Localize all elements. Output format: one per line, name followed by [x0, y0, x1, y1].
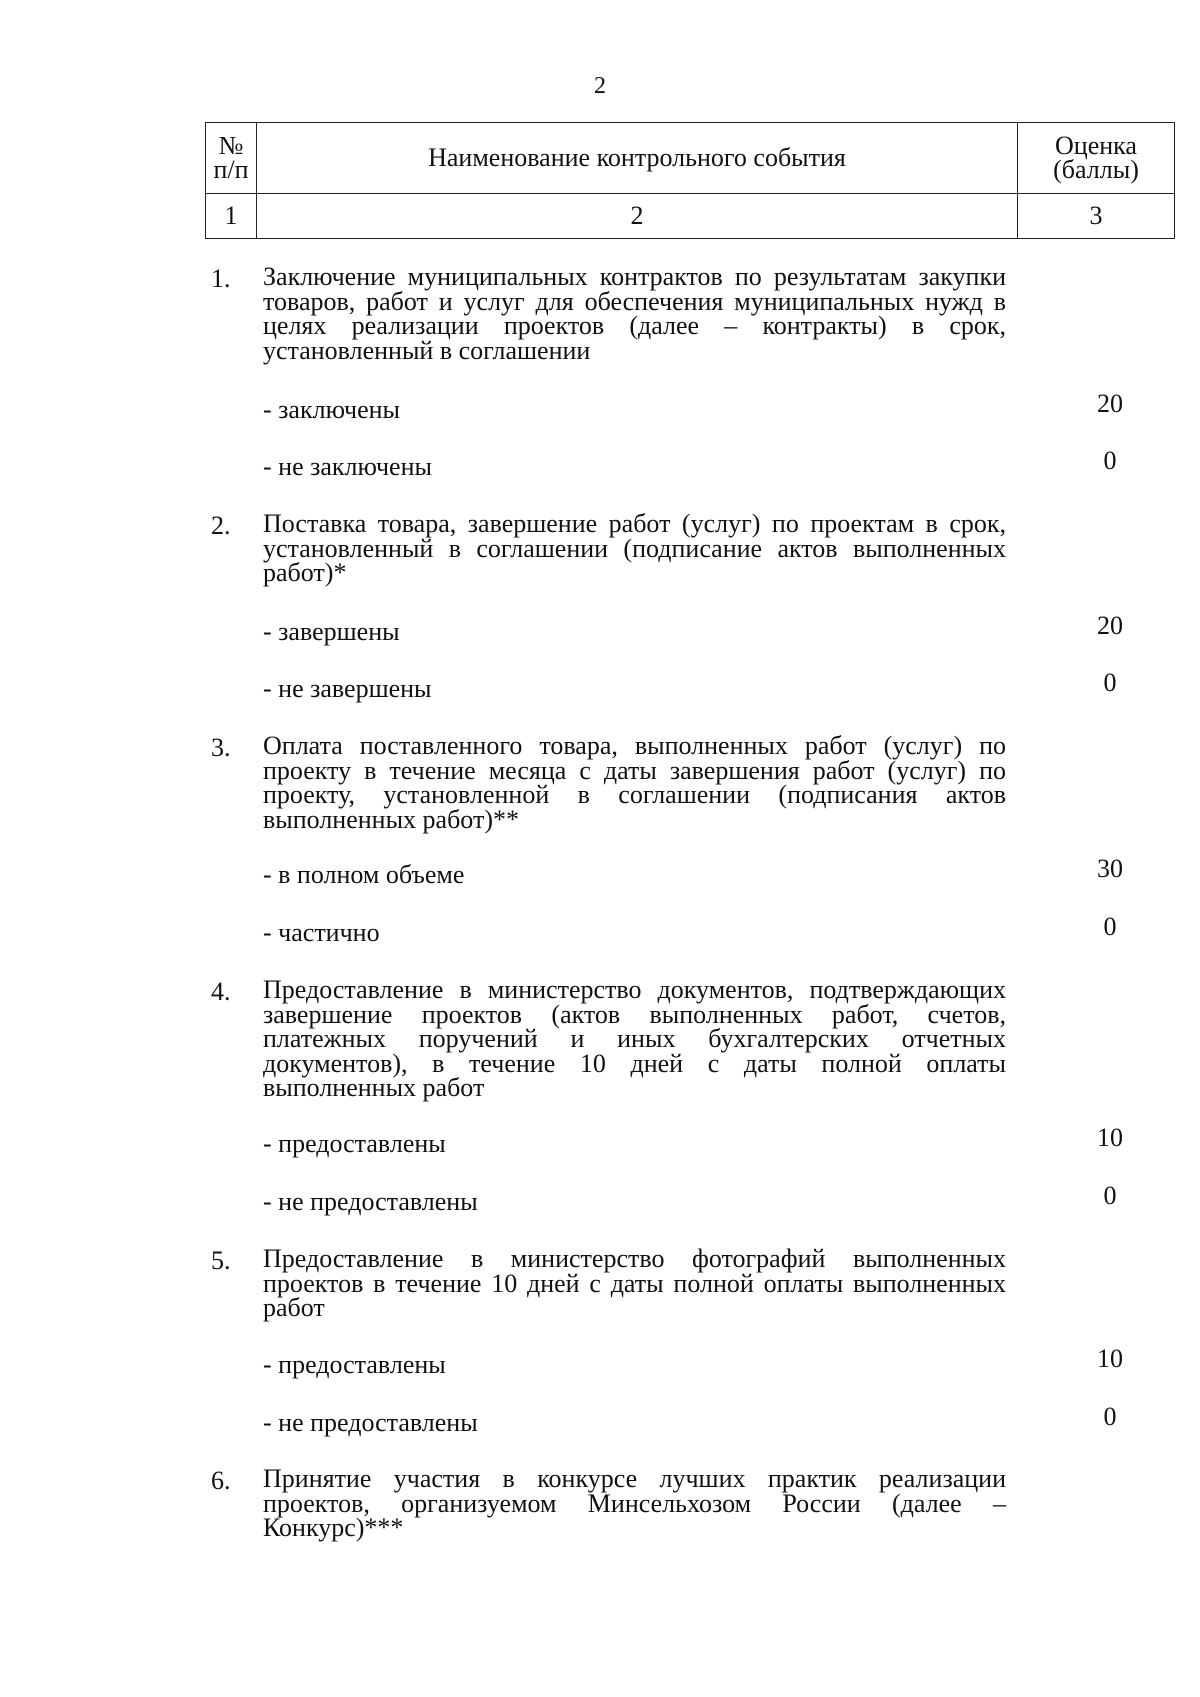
option-label: - заключены	[263, 395, 401, 424]
option-row	[263, 854, 1175, 890]
option-row	[263, 611, 1175, 647]
item-number: 2.	[211, 511, 231, 540]
option-label: - предоставлены	[263, 1129, 446, 1158]
option-label: - предоставлены	[263, 1350, 446, 1379]
option-row	[263, 446, 1175, 482]
option-label: - завершены	[263, 617, 400, 646]
option-label: - не предоставлены	[263, 1187, 478, 1216]
option-score: 0	[1103, 446, 1117, 475]
option-score: 0	[1103, 668, 1117, 697]
criteria-table-header	[205, 122, 1175, 239]
item-number: 1.	[211, 264, 231, 293]
option-label: - частично	[263, 918, 380, 947]
option-score: 0	[1103, 912, 1117, 941]
option-score: 0	[1103, 1402, 1117, 1431]
item-number: 5.	[211, 1246, 231, 1275]
option-label: - не завершены	[263, 674, 432, 703]
column-number-3: 3	[1018, 194, 1175, 239]
column-header-event-name: Наименование контрольного события	[257, 123, 1018, 194]
item-description: Оплата поставленного товара, выполненных работ (услуг) по проекту в течение месяца с даты завершения работ (услуг) по проекту, установленной в соглашении (подписания актов выполненных работ)**	[263, 731, 1006, 834]
column-header-number: № п/п	[206, 123, 257, 194]
table-header-row	[206, 123, 1175, 194]
item-description: Предоставление в министерство документов, подтверждающих завершение проектов (актов выполненных работ, счетов, платежных поручений и иных бухгалтерских отчетных документов), в течение 10 дней с даты полной оплаты выполненных работ	[263, 975, 1006, 1102]
item-description: Поставка товара, завершение работ (услуг) по проектам в срок, установленный в соглашении (подписание актов выполненных работ)*	[263, 509, 1006, 587]
option-row	[263, 912, 1175, 948]
item-number: 6.	[211, 1466, 231, 1495]
option-row	[263, 668, 1175, 704]
option-score: 20	[1097, 611, 1123, 640]
option-row	[263, 1344, 1175, 1380]
option-row	[263, 1402, 1175, 1438]
page-number: 2	[594, 73, 606, 99]
option-score: 10	[1097, 1123, 1123, 1152]
option-row	[263, 1181, 1175, 1217]
option-score: 30	[1097, 854, 1123, 883]
column-number-1: 1	[206, 194, 257, 239]
item-description: Принятие участия в конкурсе лучших практик реализации проектов, организуемом Минсельхозом России (далее – Конкурс)***	[263, 1464, 1006, 1542]
column-number-2: 2	[257, 194, 1018, 239]
table-column-numbers-row	[206, 194, 1175, 239]
option-row	[263, 1123, 1175, 1159]
item-description: Предоставление в министерство фотографий выполненных проектов в течение 10 дней с даты полной оплаты выполненных работ	[263, 1244, 1006, 1322]
item-number: 4.	[211, 977, 231, 1006]
column-header-score: Оценка (баллы)	[1018, 123, 1175, 194]
option-score: 10	[1097, 1344, 1123, 1373]
option-row	[263, 389, 1175, 425]
option-label: - не предоставлены	[263, 1408, 478, 1437]
option-label: - не заключены	[263, 452, 432, 481]
option-score: 20	[1097, 389, 1123, 418]
option-label: - в полном объеме	[263, 860, 465, 889]
option-score: 0	[1103, 1181, 1117, 1210]
item-number: 3.	[211, 733, 231, 762]
item-description: Заключение муниципальных контрактов по результатам закупки товаров, работ и услуг для обеспечения муниципальных нужд в целях реализации проектов (далее – контракты) в срок, установленный в соглашении	[263, 262, 1006, 365]
